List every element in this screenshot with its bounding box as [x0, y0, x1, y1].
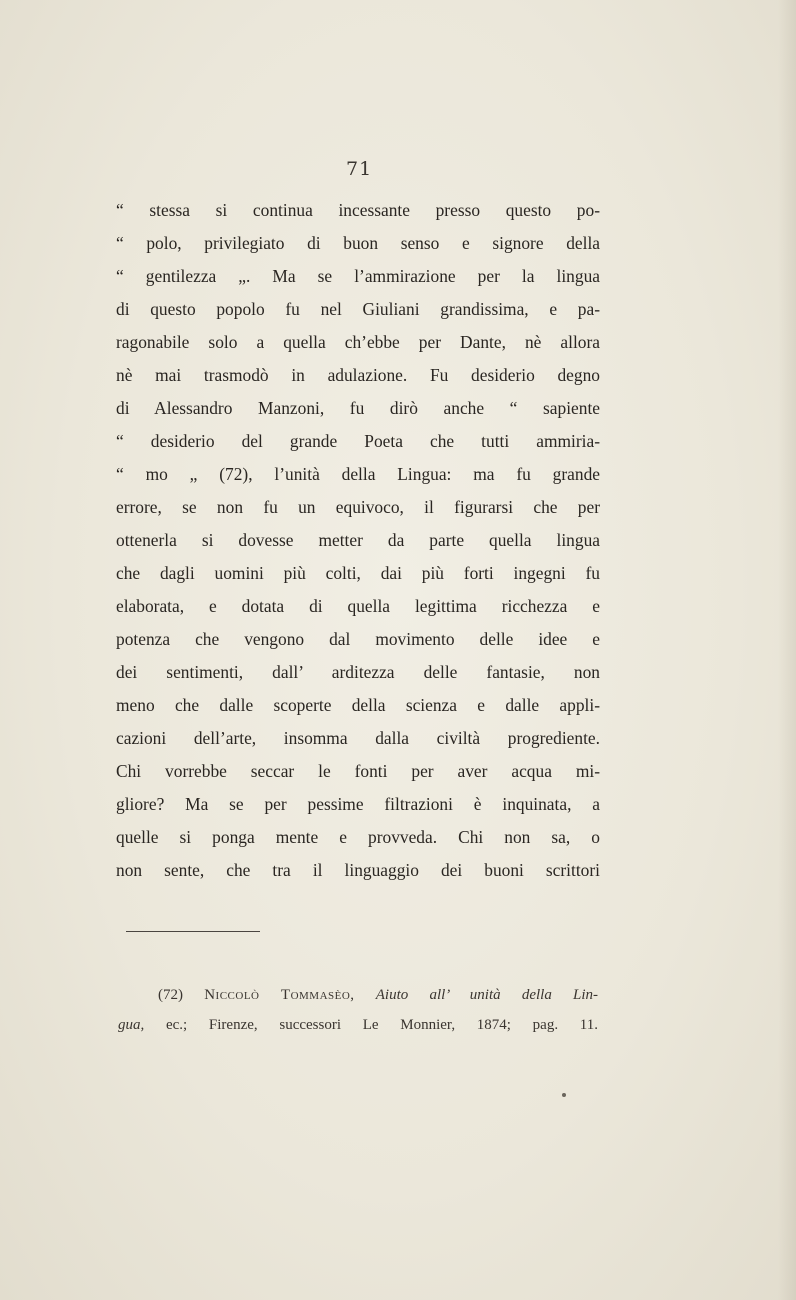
text-line: “ stessa si continua incessante presso questo po-	[116, 200, 600, 220]
text-line: di Alessandro Manzoni, fu dirò anche “ sapiente	[116, 398, 600, 418]
text-line: “ mo „ (72), l’unità della Lingua: ma fu grande	[116, 464, 600, 484]
text-line: Chi vorrebbe seccar le fonti per aver acqua mi-	[116, 761, 600, 781]
body-text	[116, 194, 600, 887]
text-line: elaborata, e dotata di quella legittima ricchezza e	[116, 596, 600, 616]
text-line: non sente, che tra il linguaggio dei buoni scrittori	[116, 860, 600, 880]
text-line: “ desiderio del grande Poeta che tutti ammiria-	[116, 431, 600, 451]
page-edge-shadow	[778, 0, 796, 1300]
text-line: dei sentimenti, dall’ arditezza delle fantasie, non	[116, 662, 600, 682]
footnote-author: Niccolò Tommasèo,	[204, 987, 355, 1003]
text-line: che dagli uomini più colti, dai più forti ingegni fu	[116, 563, 600, 583]
text-line: meno che dalle scoperte della scienza e dalle appli-	[116, 695, 600, 715]
footnote-marker: (72)	[158, 987, 183, 1003]
footnote-line	[118, 1010, 598, 1040]
footnote	[118, 980, 598, 1040]
text-line: ottenerla si dovesse metter da parte quella lingua	[116, 530, 600, 550]
text-line: potenza che vengono dal movimento delle idee e	[116, 629, 600, 649]
ink-spot	[562, 1093, 566, 1097]
text-line: di questo popolo fu nel Giuliani grandissima, e pa-	[116, 299, 600, 319]
text-line: “ gentilezza „. Ma se l’ammirazione per la lingua	[116, 266, 600, 286]
footnote-separator	[126, 931, 260, 932]
text-line: nè mai trasmodò in adulazione. Fu desiderio degno	[116, 365, 600, 385]
footnote-title-cont: gua,	[118, 1017, 145, 1033]
footnote-line	[118, 980, 598, 1010]
text-line: gliore? Ma se per pessime filtrazioni è inquinata, a	[116, 794, 600, 814]
text-line: cazioni dell’arte, insomma dalla civiltà progrediente.	[116, 728, 600, 748]
footnote-title: Aiuto all’ unità della Lin-	[375, 987, 599, 1003]
text-line: quelle si ponga mente e provveda. Chi non sa, o	[116, 827, 600, 847]
footnote-publication: ec.; Firenze, successori Le Monnier, 1874; pag. 11.	[165, 1017, 598, 1033]
text-line: “ polo, privilegiato di buon senso e signore della	[116, 233, 600, 253]
text-line: ragonabile solo a quella ch’ebbe per Dante, nè allora	[116, 332, 600, 352]
text-line: errore, se non fu un equivoco, il figurarsi che per	[116, 497, 600, 517]
page-number: 71	[346, 158, 373, 180]
